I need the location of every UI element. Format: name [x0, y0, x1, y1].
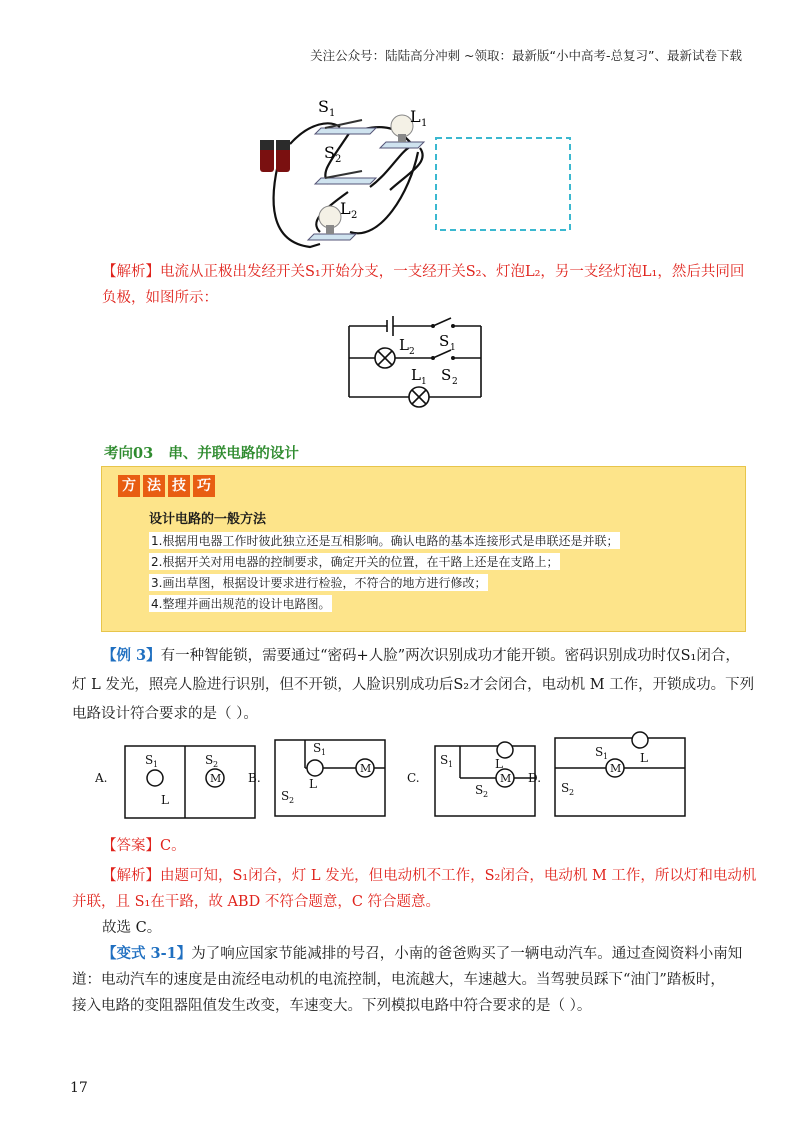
methods-step-3: 3.画出草图，根据设计要求进行检验，不符合的地方进行修改；	[151, 576, 487, 590]
svg-text:L: L	[309, 777, 317, 791]
variant-line1: 【变式 3-1】为了响应国家节能减排的号召，小南的爸爸购买了一辆电动汽车。通过查阅资料小南知	[102, 945, 743, 962]
svg-text:2: 2	[213, 760, 219, 769]
svg-text:2: 2	[335, 154, 342, 165]
fig2-l1-label: L	[411, 366, 421, 384]
svg-text:L: L	[161, 793, 169, 807]
fig1-l2-label: L	[340, 199, 351, 218]
analysis-1-line2: 负极，如图所示：	[102, 290, 218, 306]
analysis-2-line3: 故选 C。	[102, 920, 162, 936]
svg-text:1: 1	[603, 752, 609, 761]
fig1-s1-label: S	[318, 97, 329, 116]
svg-text:S: S	[475, 783, 484, 797]
svg-text:2: 2	[351, 210, 358, 221]
svg-text:L: L	[640, 751, 648, 765]
example-3-line2: 灯 L 发光，照亮人脸进行识别，但不开锁，人脸识别成功后S₂才会闭合，电动机 M 工作，开锁成功。下列	[72, 677, 755, 693]
svg-text:2: 2	[452, 377, 458, 387]
page-number: 17	[70, 1080, 88, 1096]
svg-text:2: 2	[289, 796, 295, 805]
svg-text:S: S	[595, 745, 604, 759]
methods-step-1: 1.根据用电器工作时彼此独立还是互相影响。确认电路的基本连接形式是串联还是并联；	[151, 534, 619, 548]
option-a-label: A.	[95, 771, 108, 785]
switch-s2-icon	[315, 171, 376, 184]
svg-text:S: S	[313, 741, 322, 755]
svg-text:1: 1	[329, 108, 336, 119]
example-3-line1: 【例 3】有一种智能锁，需要通过“密码+人脸”两次识别成功才能开锁。密码识别成功时仅S₁闭合，	[102, 647, 740, 664]
svg-text:S: S	[440, 753, 449, 767]
variant-line3: 接入电路的变阻器阻值发生改变，车速变大。下列模拟电路中符合要求的是（ ）。	[72, 998, 592, 1014]
option-d-label: D.	[528, 771, 542, 785]
analysis-1-line1: 【解析】电流从正极出发经开关S₁开始分支，一支经开关S₂、灯泡L₂，另一支经灯泡L₁，然后共同回	[102, 264, 745, 280]
svg-text:S: S	[561, 781, 570, 795]
answer-placeholder-box	[436, 138, 570, 230]
svg-text:S: S	[205, 753, 214, 767]
svg-text:M: M	[610, 762, 622, 775]
methods-step-4: 4.整理并画出规范的设计电路图。	[151, 597, 331, 611]
svg-text:2: 2	[569, 788, 575, 797]
lamp-l2-icon	[375, 348, 395, 368]
fig1-s2-label: S	[324, 143, 335, 162]
fig1-l1-label: L	[410, 107, 421, 126]
methods-step-2: 2.根据开关对用电器的控制要求，确定开关的位置，在干路上还是在支路上；	[151, 555, 559, 569]
svg-text:1: 1	[153, 760, 159, 769]
page-header: 关注公众号：陆陆高分冲刺 ~领取：最新版“小中高考-总复习”、最新试卷下载	[310, 48, 742, 63]
switch-s1-icon	[315, 120, 376, 134]
option-c-lamp	[497, 742, 513, 758]
physical-circuit-figure	[250, 92, 580, 252]
svg-text:1: 1	[421, 377, 427, 387]
svg-text:2: 2	[483, 790, 489, 799]
option-c-label: C.	[407, 771, 420, 785]
svg-text:1: 1	[448, 760, 454, 769]
fig2-s1-label: S	[439, 332, 450, 350]
svg-text:M: M	[500, 772, 512, 785]
option-b-label: B.	[248, 771, 261, 785]
fig2-l2-label: L	[399, 336, 409, 354]
svg-text:S: S	[145, 753, 154, 767]
analysis-2-line2: 并联，且 S₁在干路，故 ABD 不符合题意，C 符合题意。	[72, 894, 441, 910]
option-d-lamp	[632, 732, 648, 748]
svg-text:M: M	[210, 772, 222, 785]
option-b-lamp	[307, 760, 323, 776]
answer-line: 【答案】C。	[102, 838, 186, 854]
methods-title: 设计电路的一般方法	[149, 512, 267, 527]
schematic-circuit-figure	[345, 312, 495, 412]
battery-icon	[260, 140, 290, 172]
fig2-s2-label: S	[441, 366, 452, 384]
option-a-lamp	[147, 770, 163, 786]
variant-line2: 道：电动汽车的速度是由流经电动机的电流控制，电流越大，车速越大。当驾驶员踩下“油门”踏板时，	[72, 972, 725, 988]
svg-text:M: M	[360, 762, 372, 775]
svg-text:1: 1	[321, 748, 327, 757]
analysis-2-line1: 【解析】由题可知，S₁闭合，灯 L 发光，但电动机不工作，S₂闭合，电动机 M 工作，所以灯和电动机	[102, 868, 757, 884]
svg-text:1: 1	[421, 118, 428, 129]
svg-text:S: S	[281, 789, 290, 803]
svg-text:2: 2	[409, 347, 415, 357]
svg-text:L: L	[495, 757, 503, 771]
option-circuits-figure	[95, 728, 715, 828]
methods-tags: 方 法 技 巧	[118, 475, 218, 497]
section-heading: 考向03 串、并联电路的设计	[104, 445, 299, 462]
example-3-line3: 电路设计符合要求的是（ ）。	[72, 706, 258, 722]
svg-text:1: 1	[450, 343, 456, 353]
lamp-l1-icon	[409, 387, 429, 407]
